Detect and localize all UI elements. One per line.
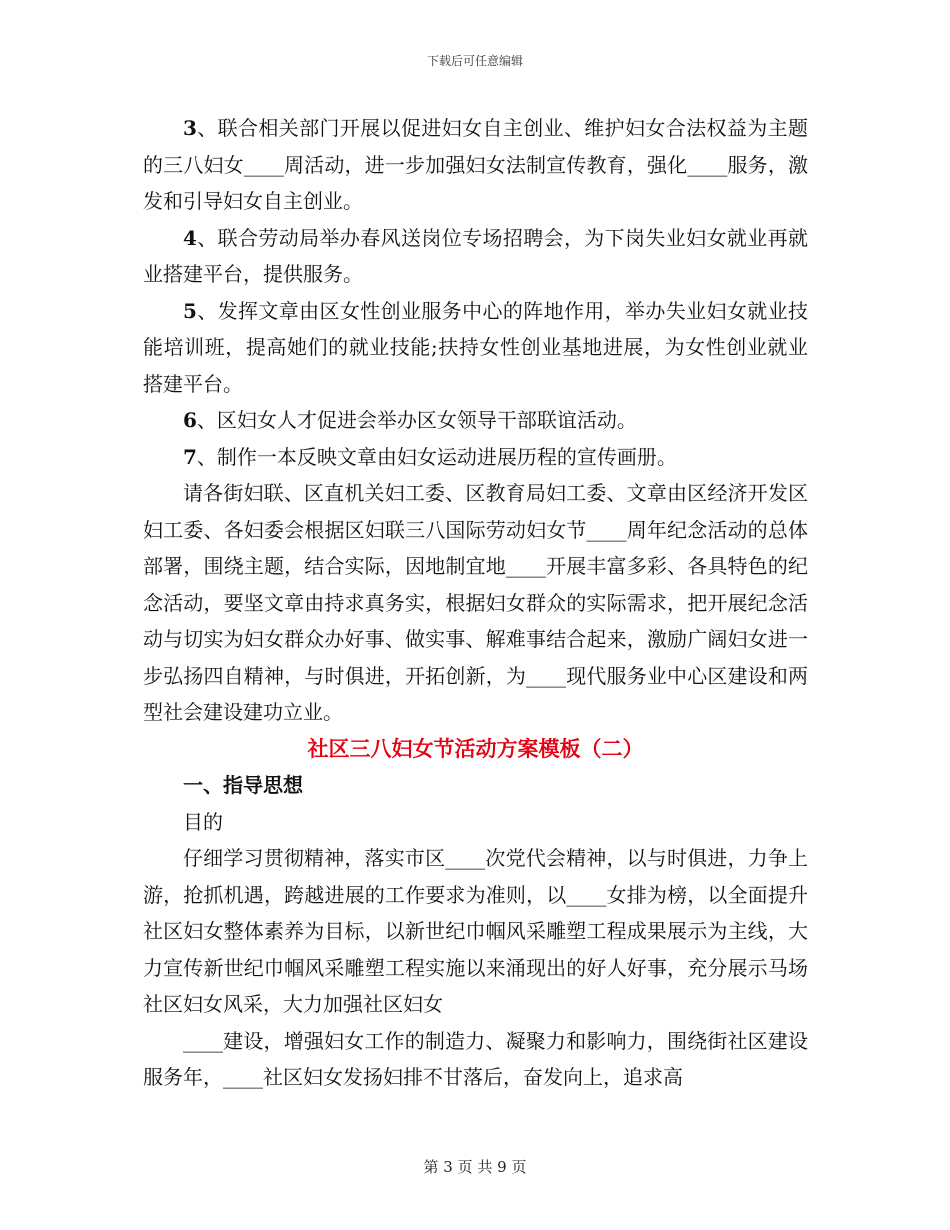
label-purpose: 目的 (183, 809, 223, 834)
list-item-6 (143, 402, 808, 439)
list-item-7 (143, 439, 808, 476)
list-item-5 (143, 293, 808, 403)
item-number: 4 (183, 225, 197, 250)
item-number: 3 (183, 116, 197, 140)
item-text: 、制作一本反映文章由妇女运动进展历程的宣传画册。 (196, 444, 677, 469)
item-text: 、联合劳动局举办春风送岗位专场招聘会，为下岗失业妇女就业再就业搭建平台，提供服务。 (143, 225, 808, 286)
item-number: 5 (183, 298, 197, 323)
heading-guiding-ideology: 一、指导思想 (183, 773, 303, 797)
purpose-paragraph-2: ____建设，增强妇女工作的制造力、凝聚力和影响力，围绕街社区建设服务年，____社区妇女发扬妇排不甘落后，奋发向上，追求高 (143, 1028, 808, 1089)
closing-paragraph: 请各街妇联、区直机关妇工委、区教育局妇工委、文章由区经济开发区妇工委、各妇委会根据区妇联三八国际劳动妇女节____周年纪念活动的总体部署，围绕主题，结合实际，因地制宜地____开展丰富多彩、各具特色的纪念活动，要坚文章由持求真务实，根据妇女群众的实际需求，把开展纪念活动与切实为妇女群众办好事、做实事、解难事结合起来，激励广阔妇女进一步弘扬四自精神，与时俱进，开拓创新，为____现代服务业中心区建设和两型社会建设建功立业。 (143, 481, 808, 724)
page-header-note: 下载后可任意编辑 (426, 54, 523, 68)
item-number: 6 (183, 408, 197, 432)
list-item-3 (143, 110, 808, 220)
item-text: 、联合相关部门开展以促进妇女自主创业、维护妇女合法权益为主题的三八妇女____周活动，进一步加强妇女法制宣传教育，强化____服务，激发和引导妇女自主创业。 (143, 116, 808, 213)
document-body (143, 110, 808, 1096)
item-number: 7 (183, 444, 197, 469)
page-number: 第 3 页 共 9 页 (423, 1158, 527, 1176)
list-item-4 (143, 220, 808, 293)
item-text: 、区妇女人才促进会举办区女领导干部联谊活动。 (196, 408, 637, 432)
item-text: 、发挥文章由区女性创业服务中心的阵地作用，举办失业妇女就业技能培训班，提高她们的就业技能;扶持女性创业基地进展，为女性创业就业搭建平台。 (143, 298, 808, 396)
purpose-paragraph-1: 仔细学习贯彻精神，落实市区____次党代会精神，以与时俱进，力争上游，抢抓机遇，跨越进展的工作要求为准则，以____女排为榜，以全面提升社区妇女整体素养为目标，以新世纪巾帼风采雕塑工程成果展示为主线，大力宣传新世纪巾帼风采雕塑工程实施以来涌现出的好人好事，充分展示马场社区妇女风采，大力加强社区妇女 (143, 846, 808, 1016)
section-title: 社区三八妇女节活动方案模板（二） (307, 736, 644, 761)
